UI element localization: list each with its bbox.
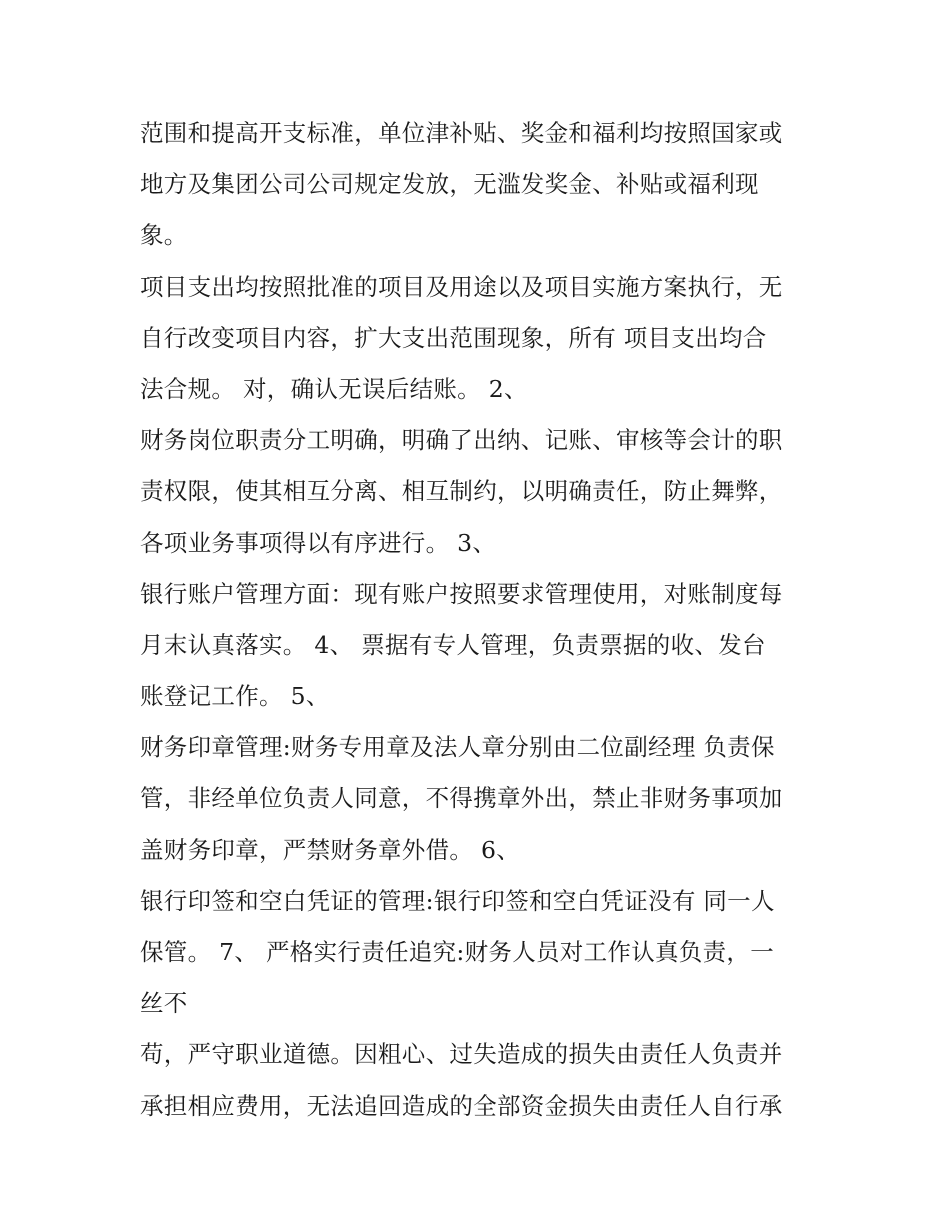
text-line: 银行印签和空白凭证的管理:银行印签和空白凭证没有 同一人 [140,886,775,915]
text-line: 范围和提高开支标准，单位津补贴、奖金和福利均按照国家或 [140,119,783,147]
text-line: 象。 [140,221,188,250]
body-text [140,108,830,1132]
text-line: 苟，严守职业道德。因粗心、过失造成的损失由责任人负责并 [140,1040,783,1069]
text-line: 管，非经单位负责人同意，不得携章外出，禁止非财务事项加 [140,784,783,813]
text-line: 财务岗位职责分工明确，明确了出纳、记账、审核等会计的职 [140,426,783,455]
text-line: 账登记工作。 5、 [140,682,330,711]
text-line: 丝不 [140,989,188,1018]
text-line: 保管。 7、 严格实行责任追究:财务人员对工作认真负责，一 [140,938,775,966]
text-line: 地方及集团公司公司规定发放，无滥发奖金、补贴或福利现 [140,170,759,199]
text-line: 银行账户管理方面：现有账户按照要求管理使用，对账制度每 [140,579,783,608]
text-line: 承担相应费用，无法追回造成的全部资金损失由责任人自行承 [140,1091,783,1120]
text-line: 责权限，使其相互分离、相互制约，以明确责任，防止舞弊， [140,477,783,506]
text-line: 项目支出均按照批准的项目及用途以及项目实施方案执行，无 [140,272,783,301]
text-line: 自行改变项目内容，扩大支出范围现象，所有 项目支出均合 [140,323,767,352]
text-line: 盖财务印章，严禁财务章外借。 6、 [140,835,521,864]
text-line: 月末认真落实。 4、 票据有专人管理，负责票据的收、发台 [140,630,766,659]
text-line: 财务印章管理:财务专用章及法人章分别由二位副经理 负责保 [140,733,775,762]
text-line: 法合规。 对，确认无误后结账。 2、 [140,374,528,403]
text-line: 各项业务事项得以有序进行。 3、 [140,528,497,557]
